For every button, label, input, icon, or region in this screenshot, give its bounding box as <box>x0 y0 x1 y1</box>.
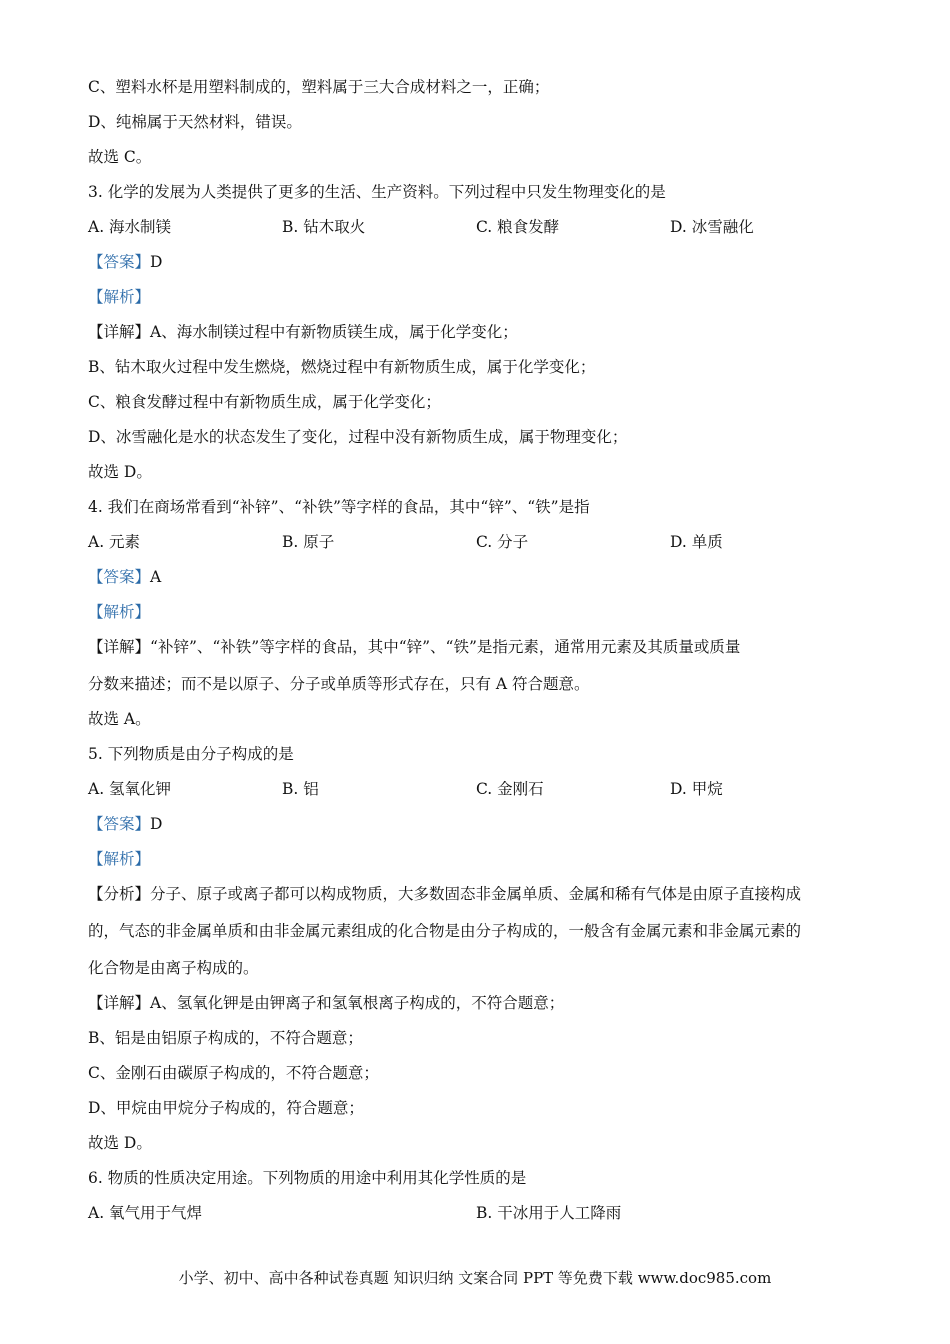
detail-text: A、海水制镁过程中有新物质镁生成，属于化学变化； <box>150 323 518 341</box>
analysis-tag: 【解析】 <box>88 288 151 306</box>
answer-tag: 【答案】 <box>88 253 151 271</box>
q4-answer <box>88 567 161 587</box>
q5-option-b: B. 铝 <box>282 780 319 798</box>
q3-analysis <box>88 287 150 307</box>
analysis-tag: 【解析】 <box>88 850 151 868</box>
text-line: B、钻木取火过程中发生燃烧，燃烧过程中有新物质生成，属于化学变化； <box>88 358 596 376</box>
q5-analysis <box>88 849 150 869</box>
q4-analysis <box>88 602 150 622</box>
text-line: D、甲烷由甲烷分子构成的，符合题意； <box>88 1099 364 1117</box>
question-6: 6. 物质的性质决定用途。下列物质的用途中利用其化学性质的是 <box>88 1169 527 1187</box>
text-line: 的，气态的非金属单质和由非金属元素组成的化合物是由分子构成的，一般含有金属元素和非金属元素的 <box>88 922 802 940</box>
text-line: B、铝是由铝原子构成的，不符合题意； <box>88 1029 363 1047</box>
analysis-tag: 【解析】 <box>88 603 151 621</box>
question-5: 5. 下列物质是由分子构成的是 <box>88 745 294 763</box>
q4-option-a: A. 元素 <box>88 533 141 551</box>
q6-option-a: A. 氧气用于气焊 <box>88 1204 203 1222</box>
detail-tag: 【详解】 <box>88 638 151 656</box>
answer-tag: 【答案】 <box>88 815 151 833</box>
q4-option-c: C. 分子 <box>476 533 529 551</box>
question-3: 3. 化学的发展为人类提供了更多的生活、生产资料。下列过程中只发生物理变化的是 <box>88 183 666 201</box>
q4-option-b: B. 原子 <box>282 533 335 551</box>
text-line: 故选 C。 <box>88 148 152 166</box>
question-4: 4. 我们在商场常看到“补锌”、“补铁”等字样的食品，其中“锌”、“铁”是指 <box>88 498 590 516</box>
fenxi-tag: 【分析】 <box>88 885 151 903</box>
text-line: D、纯棉属于天然材料，错误。 <box>88 113 302 131</box>
detail-tag: 【详解】 <box>88 994 151 1012</box>
q3-detail <box>88 322 518 342</box>
text-line: D、冰雪融化是水的状态发生了变化，过程中没有新物质生成，属于物理变化； <box>88 428 628 446</box>
q4-detail <box>88 637 740 657</box>
q5-option-d: D. 甲烷 <box>670 780 723 798</box>
answer-value: D <box>150 253 163 271</box>
q5-fenxi <box>88 884 801 904</box>
q3-option-d: D. 冰雪融化 <box>670 218 754 236</box>
q3-option-a: A. 海水制镁 <box>88 218 172 236</box>
q5-answer <box>88 814 162 834</box>
q5-option-a: A. 氢氧化钾 <box>88 780 172 798</box>
fenxi-text: 分子、原子或离子都可以构成物质，大多数固态非金属单质、金属和稀有气体是由原子直接构成 <box>150 885 802 903</box>
q6-option-b: B. 干冰用于人工降雨 <box>476 1204 622 1222</box>
answer-tag: 【答案】 <box>88 568 151 586</box>
q3-answer <box>88 252 162 272</box>
detail-text: A、氢氧化钾是由钾离子和氢氧根离子构成的，不符合题意； <box>150 994 565 1012</box>
q3-option-b: B. 钻木取火 <box>282 218 366 236</box>
text-line: 故选 D。 <box>88 463 152 481</box>
text-line: C、粮食发酵过程中有新物质生成，属于化学变化； <box>88 393 441 411</box>
text-line: C、金刚石由碳原子构成的，不符合题意； <box>88 1064 379 1082</box>
q5-option-c: C. 金刚石 <box>476 780 544 798</box>
text-line: C、塑料水杯是用塑料制成的，塑料属于三大合成材料之一，正确； <box>88 78 550 96</box>
text-line: 化合物是由离子构成的。 <box>88 959 259 977</box>
text-line: 分数来描述；而不是以原子、分子或单质等形式存在，只有 A 符合题意。 <box>88 675 590 693</box>
detail-text: “补锌”、“补铁”等字样的食品，其中“锌”、“铁”是指元素，通常用元素及其质量或质量 <box>150 638 741 656</box>
q4-option-d: D. 单质 <box>670 533 723 551</box>
text-line: 故选 D。 <box>88 1134 152 1152</box>
answer-value: A <box>150 568 162 586</box>
detail-tag: 【详解】 <box>88 323 151 341</box>
q5-detail <box>88 993 564 1013</box>
q3-option-c: C. 粮食发酵 <box>476 218 560 236</box>
answer-value: D <box>150 815 163 833</box>
page-footer: 小学、初中、高中各种试卷真题 知识归纳 文案合同 PPT 等免费下载 www.doc985.com <box>178 1269 772 1287</box>
text-line: 故选 A。 <box>88 710 151 728</box>
